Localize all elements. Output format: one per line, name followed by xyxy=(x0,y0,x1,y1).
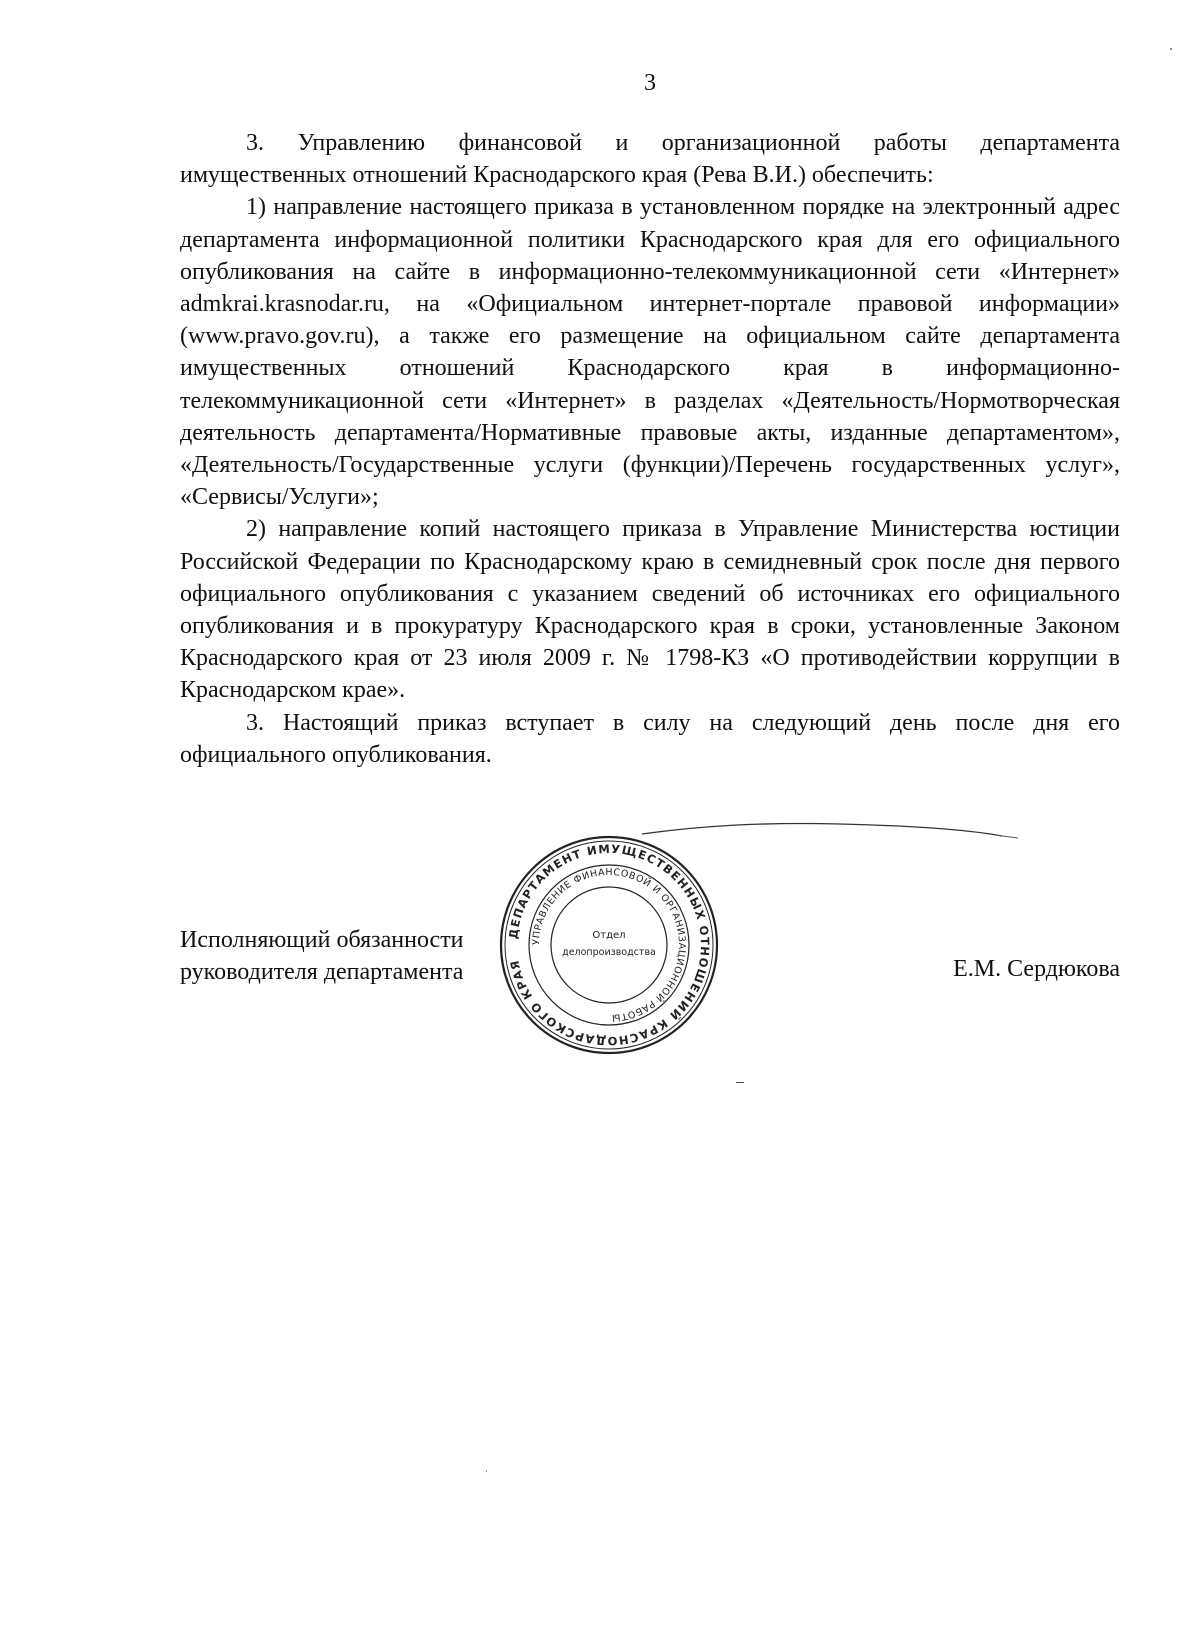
paragraph-item-1: 1) направление настоящего приказа в установленном порядке на электронный адрес департамента информационной политики Краснодарского края для его официального опубликования на сайте в информационно-телекоммуникационной сети «Интернет» admkrai.krasnodar.ru, на «Официальном интернет-портале правовой информации» (www.pravo.gov.ru), а также его размещение на официальном сайте департамента имущественных отношений Краснодарского края в информационно-телекоммуникационной сети «Интернет» в разделах «Деятельность/Нормотворческая деятельность департамента/Нормативные правовые акты, изданные департаментом», «Деятельность/Государственные услуги (функции)/Перечень государственных услуг», «Сервисы/Услуги»; xyxy=(180,194,1120,511)
paragraph-effective-date: 3. Настоящий приказ вступает в силу на следующий день после дня его официального опубликования. xyxy=(180,709,1120,768)
signatory-title-line-2: руководителя департамента xyxy=(180,959,464,985)
stamp-center-line-2: делопроизводства xyxy=(562,947,656,958)
scan-speck xyxy=(736,1082,744,1083)
scan-speck xyxy=(486,1470,487,1472)
signatory-name: Е.М. Сердюкова xyxy=(953,956,1120,982)
paragraph-section-3: 3. Управлению финансовой и организационной работы департамента имущественных отношений Краснодарского края (Рева В.И.) обеспечить: xyxy=(180,130,1120,189)
official-stamp xyxy=(498,834,720,1056)
stamp-inner-text: УПРАВЛЕНИЕ ФИНАНСОВОЙ И ОРГАНИЗАЦИОННОЙ РАБОТЫ xyxy=(530,866,688,1024)
svg-text:УПРАВЛЕНИЕ ФИНАНСОВОЙ И ОРГАНИ xyxy=(531,867,687,1023)
stamp-center-line-1: Отдел xyxy=(592,930,626,941)
paragraph-item-2: 2) направление копий настоящего приказа в Управление Министерства юстиции Российской Федерации по Краснодарскому краю в семидневный срок после дня первого официального опубликования с указанием сведений об источниках его официального опубликования и в прокуратуру Краснодарского края в сроки, установленные Законом Краснодарского края от 23 июля 2009 г. № 1798-КЗ «О противодействии коррупции в Краснодарском крае». xyxy=(180,516,1120,704)
page-number: 3 xyxy=(644,70,656,96)
scan-speck xyxy=(1170,48,1172,50)
signatory-title xyxy=(180,924,464,988)
signatory-title-line-1: Исполняющий обязанности xyxy=(180,927,464,953)
stamp-outer-text: ДЕПАРТАМЕНТ ИМУЩЕСТВЕННЫХ ОТНОШЕНИЙ КРАСНОДАРСКОГО КРАЯ xyxy=(506,841,713,1049)
document-body xyxy=(180,127,1120,771)
